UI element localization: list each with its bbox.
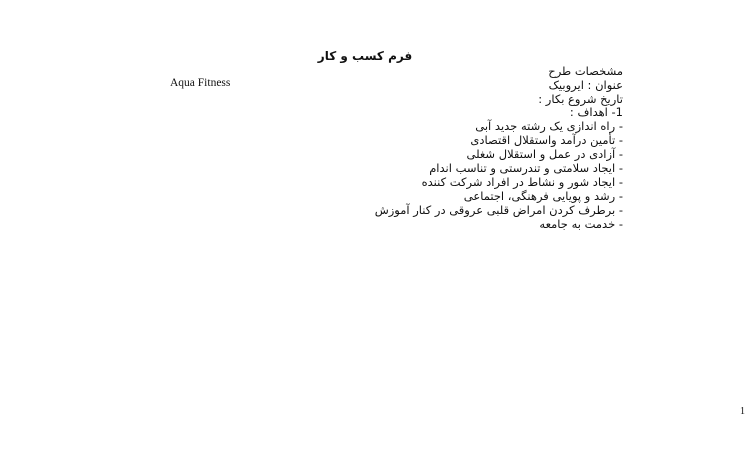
goals-heading: 1- اهداف : <box>569 105 623 119</box>
page-number: 1 <box>740 406 745 417</box>
subject-latin-name: Aqua Fitness <box>170 77 231 89</box>
section-heading: مشخصات طرح <box>548 64 623 78</box>
goal-item: - ایجاد سلامتی و تندرستی و تناسب اندام <box>429 161 623 175</box>
goal-item: - راه اندازی یک رشته جدید آبی <box>475 119 623 133</box>
goal-item: - تأمین درآمد واستقلال اقتصادی <box>470 133 623 147</box>
goal-item: - رشد و پویایی فرهنگی، اجتماعی <box>463 189 623 203</box>
goal-item: - خدمت به جامعه <box>539 217 623 231</box>
subject-label: عنوان : ایروبیک <box>548 78 623 92</box>
document-title: فرم کسب و کار <box>317 49 413 63</box>
goal-item: - ایجاد شور و نشاط در افراد شرکت کننده <box>421 175 623 189</box>
goal-item: - برطرف کردن امراض قلبی عروقی در کنار آموزش <box>374 203 623 217</box>
goal-item: - آزادی در عمل و استقلال شغلی <box>466 147 623 161</box>
start-date-label: تاریخ شروع بکار : <box>538 92 623 106</box>
